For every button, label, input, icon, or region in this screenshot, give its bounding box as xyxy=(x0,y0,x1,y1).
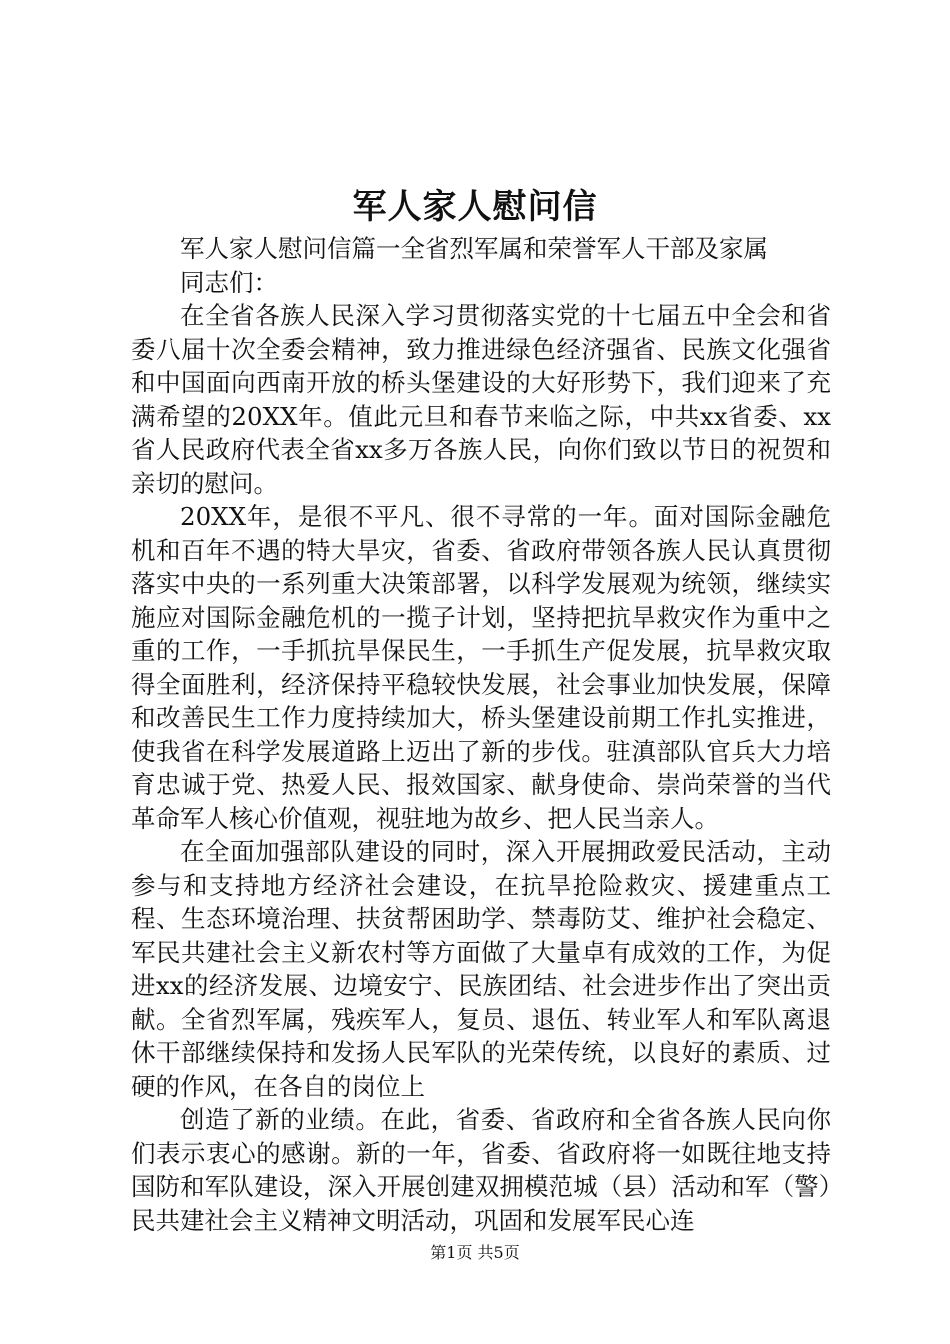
paragraph-body: 创造了新的业绩。在此，省委、省政府和全省各族人民向你们表示衷心的感谢。新的一年，省委、省政府将一如既往地支持国防和军队建设，深入开展创建双拥模范城（县）活动和军（警）民共建社会主义精神文明活动，巩固和发展军民心连 xyxy=(131,1105,831,1235)
paragraph-body: 在全省各族人民深入学习贯彻落实党的十七届五中全会和省委八届十次全委会精神，致力推进绿色经济强省、民族文化强省和中国面向西南开放的桥头堡建设的大好形势下，我们迎来了充满希望的20XX年。值此元旦和春节来临之际，中共xx省委、xx省人民政府代表全省xx多万各族人民，向你们致以节日的祝贺和亲切的慰问。 xyxy=(131,301,831,498)
page-number-footer: 第1页 共5页 xyxy=(430,1243,520,1262)
paragraph-body: 20XX年，是很不平凡、很不寻常的一年。面对国际金融危机和百年不遇的特大旱灾，省委、省政府带领各族人民认真贯彻落实中央的一系列重大决策部署，以科学发展观为统领，继续实施应对国际金融危机的一揽子计划，坚持把抗旱救灾作为重中之重的工作，一手抓抗旱保民生，一手抓生产促发展，抗旱救灾取得全面胜利，经济保持平稳较快发展，社会事业加快发展，保障和改善民生工作力度持续加大，桥头堡建设前期工作扎实推进，使我省在科学发展道路上迈出了新的步伐。驻滇部队官兵大力培育忠诚于党、热爱人民、报效国家、献身使命、崇尚荣誉的当代革命军人核心价值观，视驻地为故乡、把人民当亲人。 xyxy=(131,502,831,833)
paragraph-heading-line: 军人家人慰问信篇一全省烈军属和荣誉军人干部及家属 xyxy=(180,234,768,263)
paragraph-salutation: 同志们： xyxy=(180,267,278,297)
document-body xyxy=(131,232,831,1237)
document-title: 军人家人慰问信 xyxy=(352,187,598,227)
paragraph-body: 在全面加强部队建设的同时，深入开展拥政爱民活动，主动参与和支持地方经济社会建设，在抗旱抢险救灾、援建重点工程、生态环境治理、扶贫帮困助学、禁毒防艾、维护社会稳定、军民共建社会主义新农村等方面做了大量卓有成效的工作，为促进xx的经济发展、边境安宁、民族团结、社会进步作出了突出贡献。全省烈军属，残疾军人，复员、退伍、转业军人和军队离退休干部继续保持和发扬人民军队的光荣传统，以良好的素质、过硬的作风，在各自的岗位上 xyxy=(131,837,831,1101)
